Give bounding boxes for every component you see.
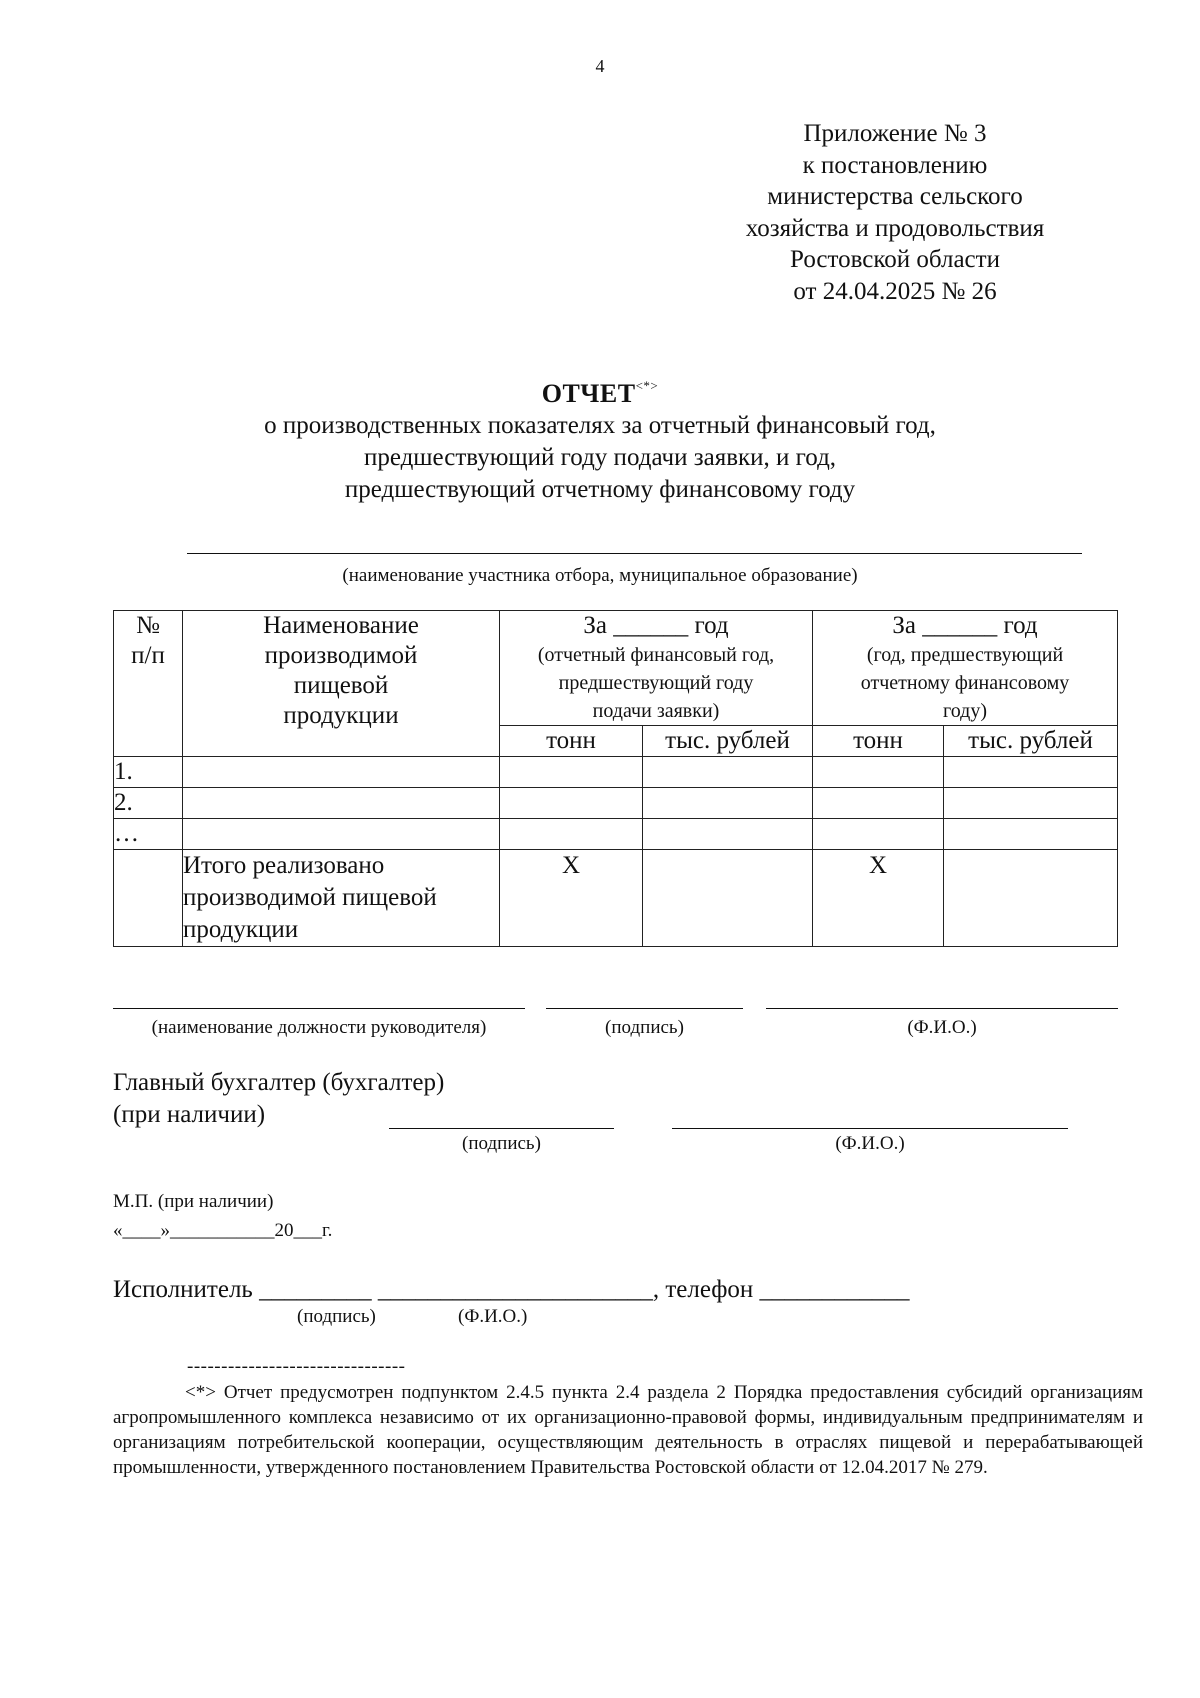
report-title-block [0, 370, 1200, 506]
chief-accountant-note: (при наличии) [113, 1101, 266, 1128]
column-header-previous-year: За ______ год (год, предшествующий отчетному финансовому году) [813, 611, 1118, 726]
table-cell [114, 850, 183, 947]
stamp-label: М.П. (при наличии) [113, 1191, 274, 1212]
table-cell[interactable] [183, 819, 500, 850]
table-cell[interactable] [813, 788, 944, 819]
footnote-mark: <*> [635, 378, 659, 393]
footnote-separator: -------------------------------- [187, 1356, 406, 1377]
row-number: 2. [114, 788, 183, 819]
chief-accountant-signature-caption: (подпись) [462, 1133, 541, 1154]
chief-accountant-signature-line [389, 1128, 614, 1129]
chief-accountant-fio-line [672, 1128, 1068, 1129]
executor-signature-caption: (подпись) [297, 1306, 376, 1327]
executor-fio-caption: (Ф.И.О.) [458, 1306, 528, 1327]
head-position-line [113, 1008, 525, 1009]
column-header-product-name: Наименование производимой пищевой продукции [183, 611, 500, 757]
date-line: «____»___________20___г. [113, 1220, 333, 1241]
report-subtitle-line: о производственных показателях за отчетный финансовый год, [264, 412, 936, 439]
table-cell[interactable] [643, 850, 813, 947]
table-row [114, 757, 1118, 788]
appendix-line: хозяйства и продовольствия [745, 214, 1045, 242]
table-row [114, 819, 1118, 850]
table-cell[interactable] [643, 788, 813, 819]
chief-accountant-fio-caption: (Ф.И.О.) [835, 1133, 905, 1154]
report-table [113, 610, 1118, 947]
table-cell[interactable] [500, 788, 643, 819]
unit-header-thousand-rubles: тыс. рублей [643, 726, 813, 757]
appendix-line: Приложение № 3 [803, 120, 987, 147]
participant-name-line [187, 553, 1082, 554]
table-cell[interactable] [643, 757, 813, 788]
appendix-line: к постановлению [802, 151, 988, 179]
head-signature-line [546, 1008, 743, 1009]
head-signature-caption: (подпись) [605, 1017, 684, 1038]
unit-header-thousand-rubles: тыс. рублей [944, 726, 1118, 757]
table-cell[interactable] [183, 757, 500, 788]
table-cell[interactable] [944, 757, 1118, 788]
footnote-text: <*> Отчет предусмотрен подпунктом 2.4.5 пункта 2.4 раздела 2 Порядка предоставления субсидий организациям агропромышленного комплекса независимо от их организационно-правовой формы, индивидуальным предпринимателям и организациям потребительской кооперации, осуществляющим деятельность в отраслях пищевой и перерабатывающей промышленности, утвержденного постановлением Правительства Ростовской области от 12.04.2017 № 279. [113, 1382, 1143, 1478]
appendix-line: Ростовской области [790, 246, 1000, 273]
head-fio-line [766, 1008, 1118, 1009]
chief-accountant-label: Главный бухгалтер (бухгалтер) [113, 1069, 445, 1096]
table-cell[interactable] [944, 788, 1118, 819]
table-cell[interactable] [500, 757, 643, 788]
page-number: 4 [595, 56, 605, 76]
column-header-number: № п/п [114, 611, 183, 757]
table-row [114, 788, 1118, 819]
appendix-line: от 24.04.2025 № 26 [793, 277, 997, 305]
table-cell[interactable] [944, 819, 1118, 850]
appendix-header [700, 118, 1090, 307]
table-cell[interactable] [813, 819, 944, 850]
report-title: ОТЧЕТ<*> [541, 378, 659, 408]
total-tons-mark: Х [813, 850, 944, 947]
total-label: Итого реализовано производимой пищевой продукции [183, 850, 500, 947]
table-cell[interactable] [944, 850, 1118, 947]
unit-header-tons: тонн [500, 726, 643, 757]
unit-header-tons: тонн [813, 726, 944, 757]
report-subtitle-line: предшествующий году подачи заявки, и год, [363, 444, 837, 471]
head-position-caption: (наименование должности руководителя) [151, 1017, 487, 1038]
table-cell[interactable] [643, 819, 813, 850]
head-fio-caption: (Ф.И.О.) [907, 1017, 977, 1038]
row-number: … [114, 819, 183, 850]
table-cell[interactable] [500, 819, 643, 850]
total-tons-mark: Х [500, 850, 643, 947]
column-header-reporting-year: За ______ год (отчетный финансовый год, предшествующий году подачи заявки) [500, 611, 813, 726]
total-row [114, 850, 1118, 947]
table-cell[interactable] [813, 757, 944, 788]
report-subtitle-line: предшествующий отчетному финансовому году [344, 476, 856, 503]
table-cell[interactable] [183, 788, 500, 819]
row-number: 1. [114, 757, 183, 788]
participant-caption: (наименование участника отбора, муниципальное образование) [342, 565, 858, 586]
executor-line: Исполнитель _________ ______________________, телефон ____________ [113, 1276, 910, 1303]
appendix-line: министерства сельского [767, 183, 1023, 210]
